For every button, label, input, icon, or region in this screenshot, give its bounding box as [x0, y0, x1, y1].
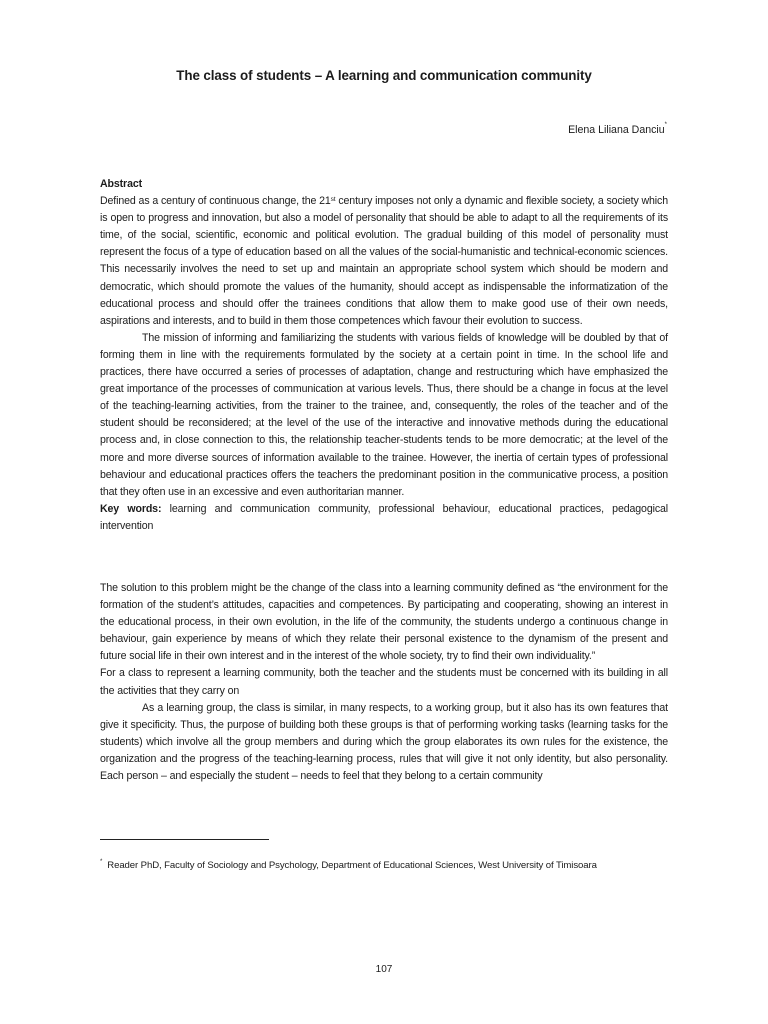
main-body — [100, 580, 668, 785]
abstract-p1-start: Defined as a century of continuous change, the 21 — [100, 195, 331, 208]
author-footnote-mark: * — [664, 122, 667, 128]
author-name-text: Elena Liliana Danciu — [568, 124, 665, 136]
keywords — [100, 501, 668, 535]
footnote-mark: * — [100, 859, 103, 865]
body-paragraph-3: As a learning group, the class is similar, in many respects, to a working group, but it also has its own features that give it specificity. Thus, the purpose of building both these groups is that of performing working tasks (learning tasks for the students) which involve all the group members and during which the group elaborates its own rules for the existence, the organization and the progress of the teaching-learning process, rules that will give it not only identity, but also personality. Each person – and especially the student – needs to feel that they belong to a certain community — [100, 701, 668, 783]
body-paragraph-1: The solution to this problem might be the change of the class into a learning community defined as “the environment for the formation of the student’s attitudes, capacities and competences. By participating and cooperating, showing an interest in the educational process, in their own evolution, in the life of the community, the students undergo a continuous change in behaviour, gain experience by means of which they relate their personal existence to the dynamism of the present and future social life in their own interest and in the interest of the whole society, try to find their own individuality.” — [100, 582, 668, 663]
keywords-label: Key words: — [100, 502, 162, 515]
document-title: The class of students – A learning and communication community — [176, 68, 592, 83]
author-name — [568, 124, 667, 136]
abstract-paragraph-2: The mission of informing and familiarizing the students with various fields of knowledge will be doubled by that of forming them in line with the requirements formulated by the society at a certain point in time. In the school life and practices, there have occurred a series of processes of adaptation, change and restructuring which have emphasized the great importance of the processes of communication at various levels. Thus, there should be a change in focus at the level of the teaching-learning activities, from the trainer to the trainee, and, consequently, the roles of the teacher and of the student should be reconsidered; at the level of the use of the interactive and innovative methods during the educational process and, in close connection to this, the relationship teacher-students tends to be more democratic; at the level of the more and more diverse sources of information available to the trainee. However, the inertia of certain types of professional behaviour and educational practices offers the teachers the predominant position in the communicative process, a position that they often use in an excessive and even authoritarian manner. — [100, 331, 668, 498]
ordinal-suffix: st — [330, 196, 336, 204]
abstract-paragraph-1 — [100, 193, 668, 330]
footnote-separator — [100, 839, 269, 840]
abstract-p1-rest: century imposes not only a dynamic and flexible society, a society which is open to progress and innovation, but also a model of personality that should be able to adapt to all the requirements of its time, of the social, scientific, economic and political evolution. The gradual building of this model of personality must represent the focus of a type of education based on all the values of the social-humanistic and technical-economic sciences. This necessarily involves the need to set up and maintain an appropriate school system which should be modern and democratic, which should promote the values of the humanity, should accept as indispensable the informatization of the educational process and should offer the trainees conditions that allow them to make good use of their own needs, aspirations and interests, and to build in them those competences which favour their evolution to success. — [100, 195, 668, 327]
footnote — [100, 860, 597, 871]
footnote-text: Reader PhD, Faculty of Sociology and Psychology, Department of Educational Sciences, West University of Timisoara — [107, 860, 597, 871]
abstract-heading: Abstract — [100, 178, 143, 190]
keywords-text: learning and communication community, professional behaviour, educational practices, pedagogical intervention — [100, 502, 669, 532]
body-paragraph-2: For a class to represent a learning community, both the teacher and the students must be concerned with its building in all the activities that they carry on — [100, 667, 668, 697]
page-number: 107 — [375, 964, 393, 975]
abstract-section — [100, 176, 668, 535]
